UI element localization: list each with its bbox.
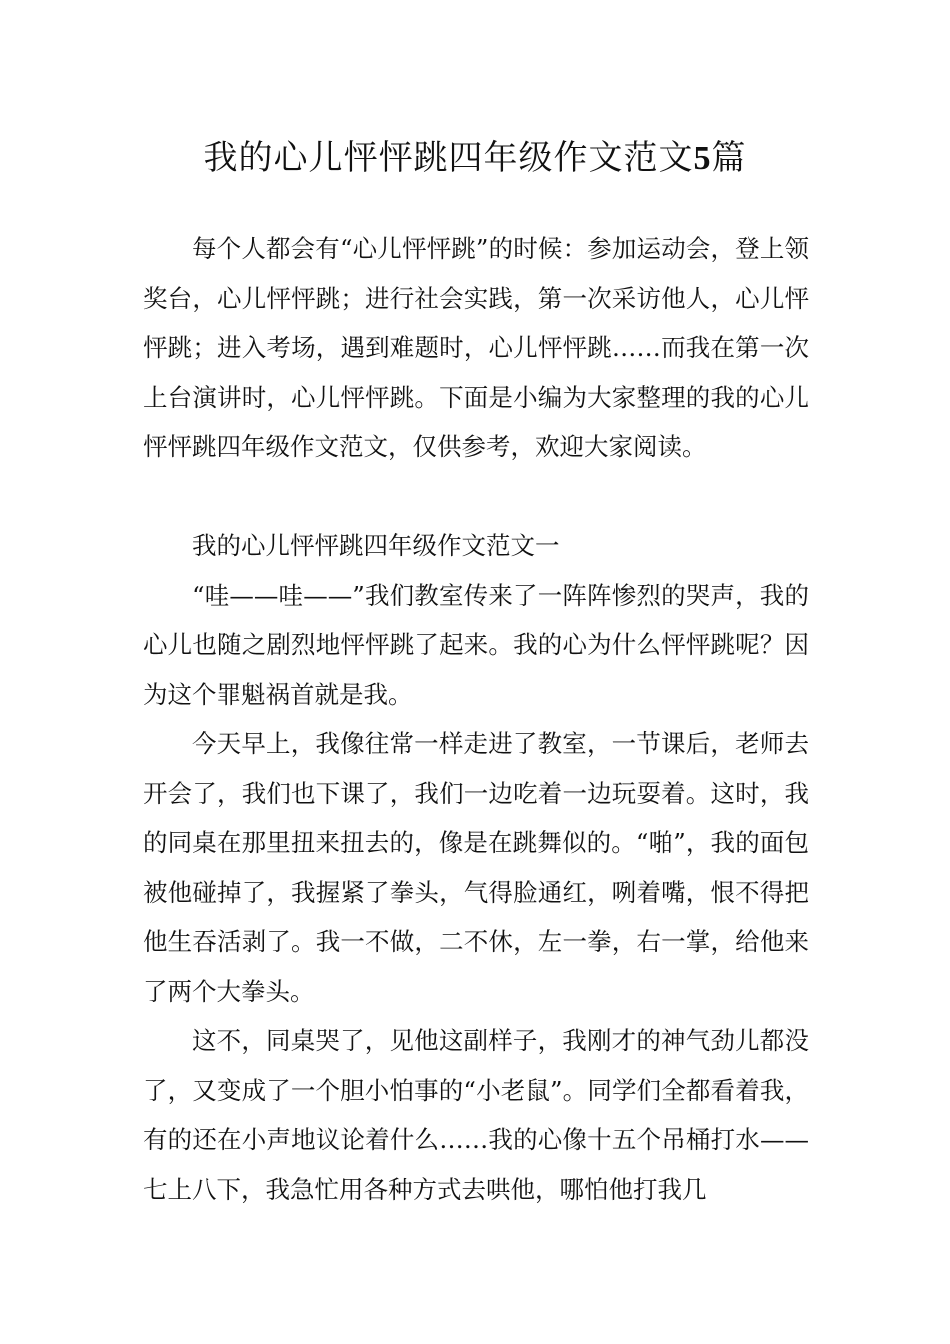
essay-paragraph: 今天早上，我像往常一样走进了教室，一节课后，老师去开会了，我们也下课了，我们一边吃着一边玩耍着。这时，我的同桌在那里扭来扭去的，像是在跳舞似的。“啪”，我的面包被他碰掉了，我握紧了拳头，气得脸通红，咧着嘴，恨不得把他生吞活剥了。我一不做，二不休，左一拳，右一掌，给他来了两个大拳头。 [143,729,809,1006]
essay-heading: 我的心儿怦怦跳四年级作文范文一 [192,531,560,560]
essay-paragraph: “哇——哇——”我们教室传来了一阵阵惨烈的哭声，我的心儿也随之剧烈地怦怦跳了起来。我的心为什么怦怦跳呢？因为这个罪魁祸首就是我。 [143,580,809,709]
intro-paragraph: 每个人都会有“心儿怦怦跳”的时候：参加运动会，登上领奖台，心儿怦怦跳；进行社会实践，第一次采访他人，心儿怦怦跳；进入考场，遇到难题时，心儿怦怦跳……而我在第一次上台演讲时，心儿怦怦跳。下面是小编为大家整理的我的心儿怦怦跳四年级作文范文，仅供参考，欢迎大家阅读。 [143,234,809,461]
intro-section [143,224,809,472]
title-number: 5 [693,140,712,177]
document-title [0,134,950,183]
essay-section [143,521,809,1214]
essay-paragraph: 这不，同桌哭了，见他这副样子，我刚才的神气劲儿都没了，又变成了一个胆小怕事的“小老鼠”。同学们全都看着我，有的还在小声地议论着什么……我的心像十五个吊桶打水——七上八下，我急忙用各种方式去哄他，哪怕他打我几 [143,1026,809,1204]
title-text: 我的心儿怦怦跳四年级作文范文 [203,138,694,178]
title-suffix: 篇 [711,138,747,178]
